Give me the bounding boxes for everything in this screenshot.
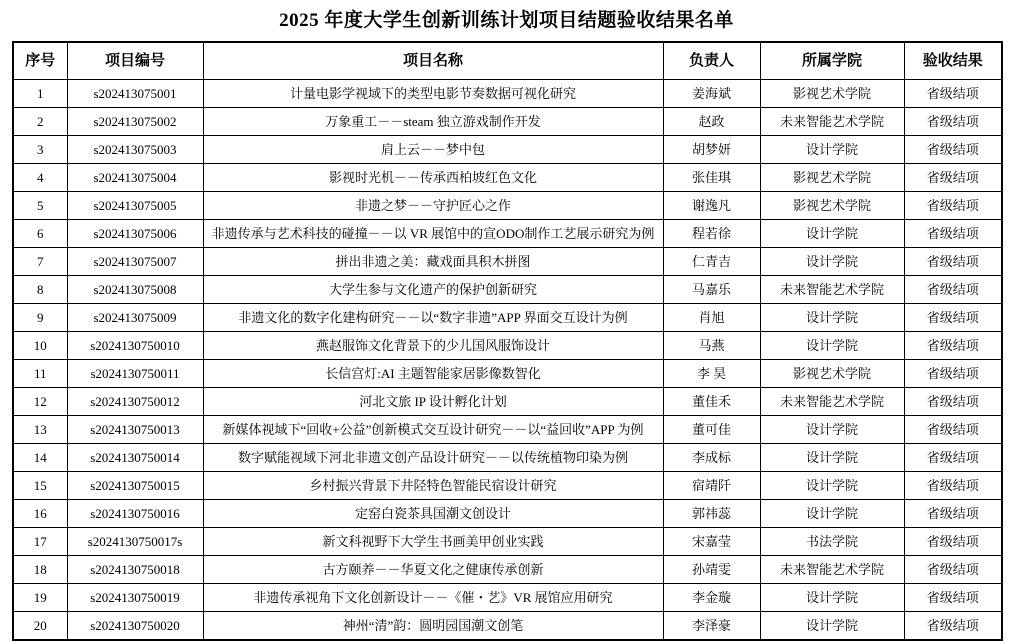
cell-index: 12 [13,388,67,416]
cell-leader: 仁青吉 [663,248,760,276]
table-row [13,556,1002,584]
table-row [13,248,1002,276]
cell-index: 10 [13,332,67,360]
table-row [13,612,1002,641]
cell-leader: 程若徐 [663,220,760,248]
table-row [13,500,1002,528]
cell-name: 古方颐养－－华夏文化之健康传承创新 [203,556,663,584]
cell-code: s202413075001 [67,80,203,108]
column-header-index: 序号 [13,42,67,80]
table-row [13,276,1002,304]
cell-college: 设计学院 [760,416,904,444]
cell-name: 非遗之梦－－守护匠心之作 [203,192,663,220]
table-row [13,332,1002,360]
cell-index: 14 [13,444,67,472]
cell-result: 省级结项 [904,528,1002,556]
cell-name: 肩上云－－梦中包 [203,136,663,164]
cell-college: 影视艺术学院 [760,164,904,192]
cell-leader: 宋嘉莹 [663,528,760,556]
cell-index: 3 [13,136,67,164]
cell-name: 河北文旅 IP 设计孵化计划 [203,388,663,416]
table-row [13,416,1002,444]
cell-name: 非遗传承与艺术科技的碰撞－－以 VR 展馆中的宣ODO制作工艺展示研究为例 [203,220,663,248]
cell-leader: 宿靖阡 [663,472,760,500]
cell-name: 燕赵服饰文化背景下的少儿国风服饰设计 [203,332,663,360]
cell-name: 拼出非遗之美：藏戏面具积木拼图 [203,248,663,276]
cell-result: 省级结项 [904,612,1002,641]
cell-name: 长信宫灯:AI 主题智能家居影像数智化 [203,360,663,388]
cell-college: 书法学院 [760,528,904,556]
cell-result: 省级结项 [904,304,1002,332]
table-row [13,136,1002,164]
cell-code: s202413075003 [67,136,203,164]
cell-leader: 张佳琪 [663,164,760,192]
cell-code: s202413075004 [67,164,203,192]
cell-result: 省级结项 [904,80,1002,108]
cell-code: s2024130750020 [67,612,203,641]
table-body [13,80,1002,641]
cell-index: 16 [13,500,67,528]
cell-college: 设计学院 [760,332,904,360]
column-header-code: 项目编号 [67,42,203,80]
cell-result: 省级结项 [904,332,1002,360]
table-row [13,472,1002,500]
cell-leader: 孙靖雯 [663,556,760,584]
table-row [13,584,1002,612]
cell-college: 未来智能艺术学院 [760,388,904,416]
cell-index: 18 [13,556,67,584]
cell-index: 17 [13,528,67,556]
cell-college: 影视艺术学院 [760,80,904,108]
cell-code: s2024130750013 [67,416,203,444]
cell-college: 设计学院 [760,472,904,500]
cell-code: s2024130750014 [67,444,203,472]
cell-code: s2024130750012 [67,388,203,416]
cell-leader: 肖旭 [663,304,760,332]
cell-college: 设计学院 [760,304,904,332]
cell-name: 数字赋能视域下河北非遗文创产品设计研究－－以传统植物印染为例 [203,444,663,472]
cell-result: 省级结项 [904,276,1002,304]
cell-college: 设计学院 [760,612,904,641]
cell-index: 13 [13,416,67,444]
cell-college: 设计学院 [760,220,904,248]
cell-result: 省级结项 [904,556,1002,584]
cell-leader: 姜海斌 [663,80,760,108]
table-row [13,220,1002,248]
cell-result: 省级结项 [904,220,1002,248]
table-row [13,192,1002,220]
table-row [13,360,1002,388]
cell-leader: 董可佳 [663,416,760,444]
cell-result: 省级结项 [904,584,1002,612]
column-header-result: 验收结果 [904,42,1002,80]
cell-college: 未来智能艺术学院 [760,276,904,304]
cell-college: 设计学院 [760,248,904,276]
page-title: 2025 年度大学生创新训练计划项目结题验收结果名单 [279,10,734,31]
cell-leader: 马燕 [663,332,760,360]
cell-leader: 郭祎蕊 [663,500,760,528]
cell-code: s202413075008 [67,276,203,304]
cell-name: 大学生参与文化遗产的保护创新研究 [203,276,663,304]
cell-code: s202413075007 [67,248,203,276]
table-row [13,528,1002,556]
cell-result: 省级结项 [904,108,1002,136]
cell-name: 定窑白瓷茶具国潮文创设计 [203,500,663,528]
cell-name: 计量电影学视域下的类型电影节奏数据可视化研究 [203,80,663,108]
cell-leader: 李金璇 [663,584,760,612]
cell-result: 省级结项 [904,472,1002,500]
cell-leader: 胡梦妍 [663,136,760,164]
table-header-row [13,42,1002,80]
cell-leader: 马嘉乐 [663,276,760,304]
cell-college: 未来智能艺术学院 [760,108,904,136]
cell-college: 设计学院 [760,500,904,528]
cell-index: 2 [13,108,67,136]
table-header [13,42,1002,80]
cell-result: 省级结项 [904,248,1002,276]
cell-code: s2024130750016 [67,500,203,528]
cell-name: 新文科视野下大学生书画美甲创业实践 [203,528,663,556]
cell-index: 4 [13,164,67,192]
cell-code: s2024130750010 [67,332,203,360]
cell-index: 11 [13,360,67,388]
cell-index: 8 [13,276,67,304]
cell-result: 省级结项 [904,444,1002,472]
cell-result: 省级结项 [904,416,1002,444]
cell-code: s2024130750015 [67,472,203,500]
table-row [13,164,1002,192]
project-results-table [12,41,1003,641]
cell-code: s202413075005 [67,192,203,220]
cell-college: 未来智能艺术学院 [760,556,904,584]
table-row [13,80,1002,108]
cell-result: 省级结项 [904,360,1002,388]
cell-code: s202413075002 [67,108,203,136]
cell-result: 省级结项 [904,388,1002,416]
cell-index: 6 [13,220,67,248]
cell-name: 新媒体视域下“回收+公益”创新模式交互设计研究－－以“益回收”APP 为例 [203,416,663,444]
table-row [13,388,1002,416]
cell-name: 影视时光机－－传承西柏坡红色文化 [203,164,663,192]
cell-index: 7 [13,248,67,276]
cell-index: 19 [13,584,67,612]
cell-leader: 李成标 [663,444,760,472]
cell-leader: 董佳禾 [663,388,760,416]
cell-name: 乡村振兴背景下井陉特色智能民宿设计研究 [203,472,663,500]
table-row [13,444,1002,472]
cell-index: 1 [13,80,67,108]
cell-name: 万象重工－－steam 独立游戏制作开发 [203,108,663,136]
cell-code: s2024130750017s [67,528,203,556]
cell-index: 15 [13,472,67,500]
column-header-name: 项目名称 [203,42,663,80]
cell-name: 非遗传承视角下文化创新设计－－《催・艺》VR 展馆应用研究 [203,584,663,612]
cell-index: 5 [13,192,67,220]
table-row [13,108,1002,136]
cell-result: 省级结项 [904,192,1002,220]
cell-result: 省级结项 [904,500,1002,528]
cell-name: 非遗文化的数字化建构研究－－以“数字非遗”APP 界面交互设计为例 [203,304,663,332]
cell-code: s202413075009 [67,304,203,332]
cell-college: 设计学院 [760,444,904,472]
column-header-college: 所属学院 [760,42,904,80]
cell-index: 20 [13,612,67,641]
table-row [13,304,1002,332]
cell-code: s202413075006 [67,220,203,248]
cell-name: 神州“清”韵：圆明园国潮文创笔 [203,612,663,641]
cell-leader: 赵政 [663,108,760,136]
column-header-leader: 负责人 [663,42,760,80]
cell-index: 9 [13,304,67,332]
cell-leader: 李泽豪 [663,612,760,641]
cell-college: 影视艺术学院 [760,360,904,388]
cell-code: s2024130750018 [67,556,203,584]
cell-leader: 谢逸凡 [663,192,760,220]
cell-leader: 李 昊 [663,360,760,388]
cell-code: s2024130750019 [67,584,203,612]
cell-result: 省级结项 [904,164,1002,192]
cell-result: 省级结项 [904,136,1002,164]
cell-college: 影视艺术学院 [760,192,904,220]
cell-college: 设计学院 [760,584,904,612]
cell-college: 设计学院 [760,136,904,164]
cell-code: s2024130750011 [67,360,203,388]
